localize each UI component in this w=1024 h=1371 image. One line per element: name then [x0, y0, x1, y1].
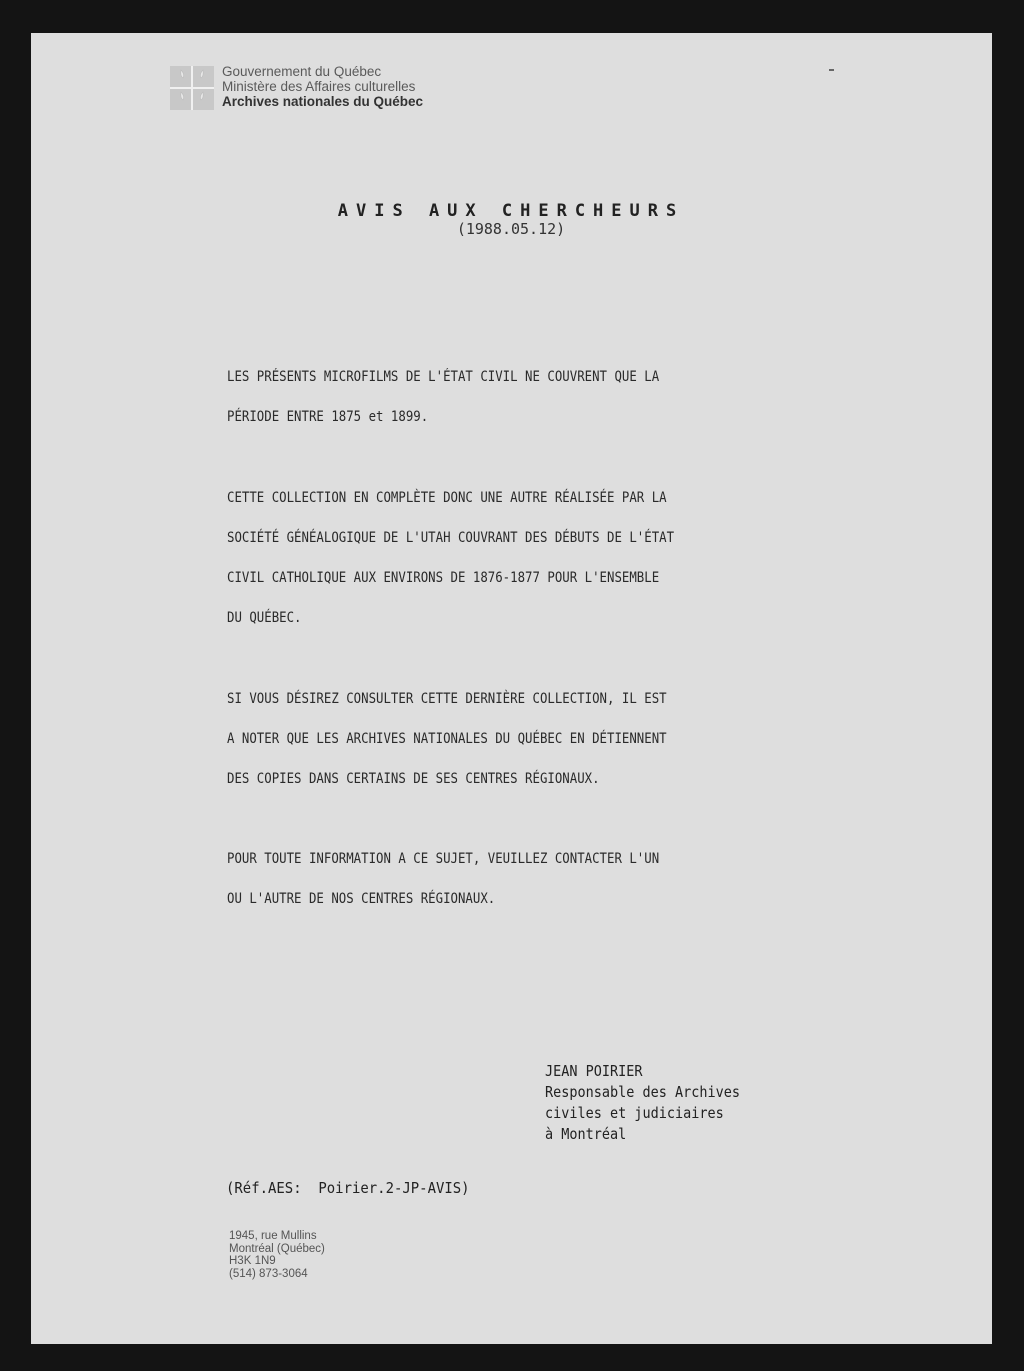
address-phone: (514) 873-3064 [229, 1267, 308, 1280]
reference-code: (Réf.AES: Poirier.2-JP-AVIS) [226, 1179, 470, 1197]
paragraph-line: DU QUÉBEC. [227, 610, 302, 626]
address-block [229, 1230, 325, 1280]
notice-date: (1988.05.12) [456, 220, 566, 238]
paragraph-contact [227, 839, 846, 919]
signature-role: à Montréal [545, 1125, 627, 1143]
paragraph-line: A NOTER QUE LES ARCHIVES NATIONALES DU QUÉBEC EN DÉTIENNENT [227, 731, 667, 747]
paragraph-line: SOCIÉTÉ GÉNÉALOGIQUE DE L'UTAH COUVRANT DES DÉBUTS DE L'ÉTAT [227, 530, 675, 546]
signature-role: civiles et judiciaires [545, 1104, 724, 1122]
letterhead-government: Gouvernement du Québec [222, 64, 382, 79]
letterhead-archives: Archives nationales du Québec [222, 94, 424, 109]
paragraph-line: SI VOUS DÉSIREZ CONSULTER CETTE DERNIÈRE COLLECTION, IL EST [227, 691, 667, 707]
signature-role: Responsable des Archives [545, 1083, 741, 1101]
paragraph-line: LES PRÉSENTS MICROFILMS DE L'ÉTAT CIVIL NE COUVRENT QUE LA [227, 369, 660, 385]
fleur-de-lis-icon [170, 66, 214, 110]
paragraph-collection [227, 478, 846, 638]
address-city: Montréal (Québec) [229, 1242, 325, 1255]
address-street: 1945, rue Mullins [229, 1230, 317, 1242]
document-page [31, 33, 992, 1344]
letterhead-ministry: Ministère des Affaires culturelles [222, 79, 416, 94]
signature-name: JEAN POIRIER [545, 1062, 643, 1080]
paragraph-line: PÉRIODE ENTRE 1875 et 1899. [227, 409, 429, 425]
notice-title: AVIS AUX CHERCHEURS [337, 201, 685, 221]
paragraph-line: POUR TOUTE INFORMATION A CE SUJET, VEUILLEZ CONTACTER L'UN [227, 851, 660, 867]
letterhead-text [222, 64, 582, 109]
address-postal: H3K 1N9 [229, 1255, 276, 1267]
signature-block [545, 1061, 740, 1145]
paragraph-line: OU L'AUTRE DE NOS CENTRES RÉGIONAUX. [227, 891, 496, 907]
paragraph-period [227, 357, 846, 437]
paragraph-line: CIVIL CATHOLIQUE AUX ENVIRONS DE 1876-1877 POUR L'ENSEMBLE [227, 570, 660, 586]
paragraph-line: CETTE COLLECTION EN COMPLÈTE DONC UNE AUTRE RÉALISÉE PAR LA [227, 490, 667, 506]
paragraph-line: DES COPIES DANS CERTAINS DE SES CENTRES RÉGIONAUX. [227, 771, 600, 787]
paragraph-consult [227, 679, 846, 799]
scan-mark [829, 69, 834, 71]
